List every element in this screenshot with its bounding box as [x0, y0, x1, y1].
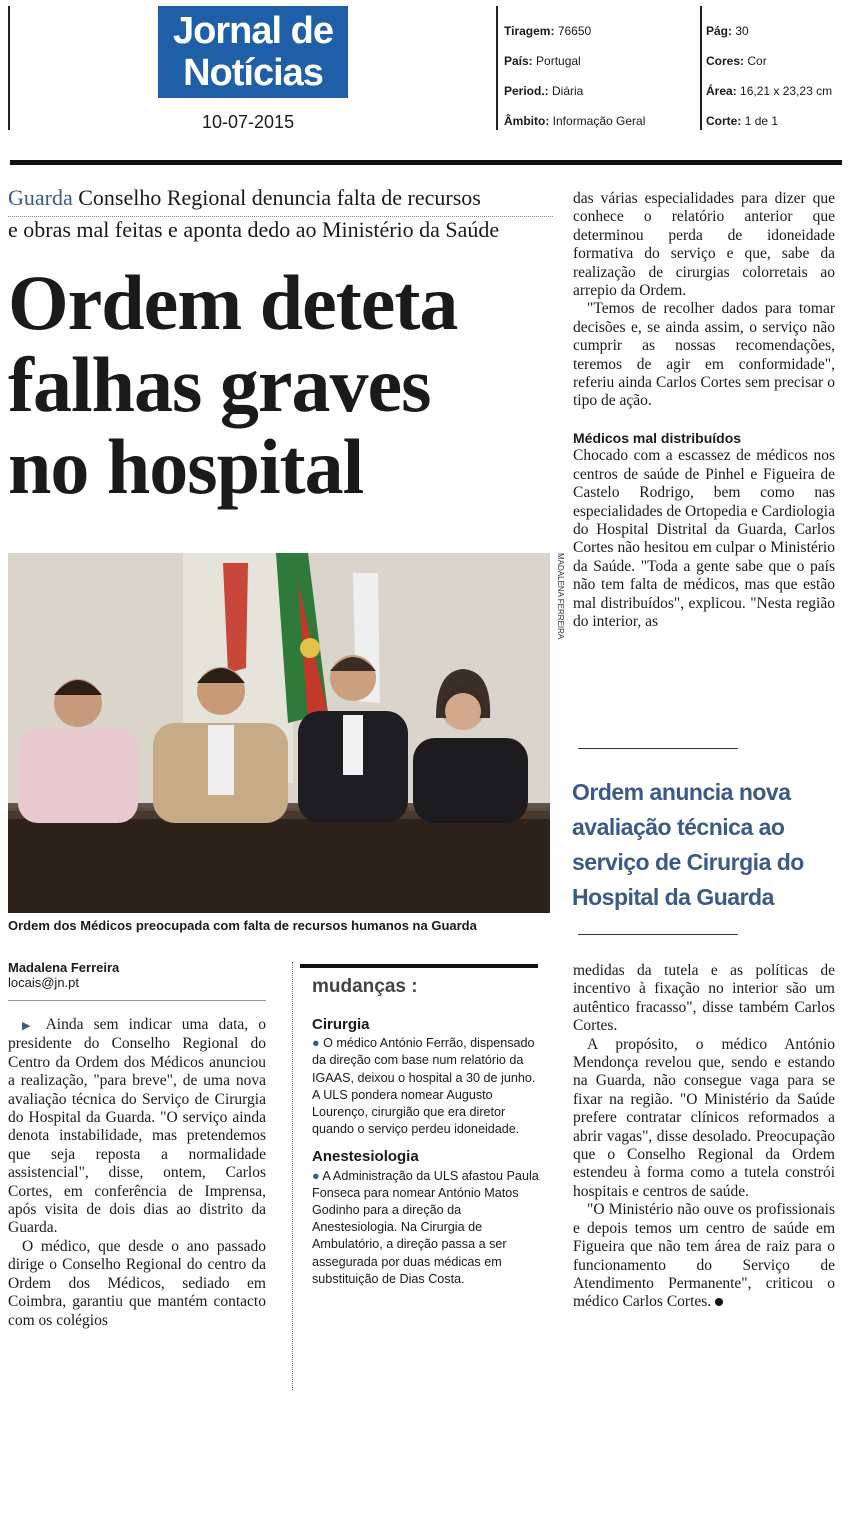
- meta-value: Diária: [552, 84, 584, 98]
- meta-label: Corte:: [706, 114, 742, 128]
- meta-value: Cor: [747, 54, 767, 68]
- headline-line: no hospital: [8, 423, 364, 510]
- meta-label: Tiragem:: [504, 24, 555, 38]
- article-paragraph: Chocado com a escassez de médicos nos centros de saúde de Pinhel e Figueira de Castelo Rodrigo, bem como nas especialidades de Ortopedia e Cardiologia do Hospital Distrital da Guarda, Carlos Cortes não hesitou em culpar o Ministério da Saúde. "Toda a gente sabe que o país não tem falta de médicos, mas que estão mal distribuídos", explicou. "Nesta região do interior, as: [573, 447, 835, 630]
- article-paragraph: O médico, que desde o ano passado dirige o Conselho Regional do centro da Ordem dos Médicos, sediado em Coimbra, garantiu que mantém contacto com os colégios: [8, 1237, 266, 1329]
- logo-line1: Jornal de: [173, 10, 333, 52]
- article-paragraph: [8, 1016, 266, 1238]
- logo-line2: Notícias: [183, 52, 323, 94]
- box-text: O médico António Ferrão, dispensado da direção com base num relatório da IGAAS, deixou o hospital a 30 de junho. A ULS pondera nomear Augusto Lourenço, cirurgião que era diretor quando o serviço perdeu idoneidade.: [312, 1036, 536, 1137]
- box-heading: Cirurgia: [312, 1016, 370, 1033]
- box-heading: Anestesiologia: [312, 1148, 419, 1166]
- meta-value: Portugal: [536, 54, 581, 68]
- triangle-bullet-icon: ▶: [22, 1020, 46, 1032]
- photo-caption: Ordem dos Médicos preocupada com falta de recursos humanos na Guarda: [8, 918, 477, 933]
- photo-illustration: [8, 553, 550, 913]
- divider: [8, 1000, 266, 1001]
- divider: [8, 6, 10, 130]
- article-paragraph: das várias especialidades para dizer que conhece o relatório anterior que determinou perda de idoneidade formativa do serviço e que, sabe da realização de cirurgias colorretais ao arrepio da Ordem.: [573, 190, 835, 300]
- headline: [8, 259, 556, 510]
- kicker: [8, 182, 556, 246]
- newspaper-logo: [158, 6, 348, 98]
- bullet-dot-icon: ●: [312, 1036, 324, 1051]
- article-column-right-top: [573, 190, 835, 631]
- kicker-line1: Conselho Regional denuncia falta de recursos: [78, 185, 481, 210]
- meta-value: 30: [735, 24, 749, 38]
- divider: [496, 6, 498, 130]
- article-column-left: [8, 1016, 266, 1330]
- author-name: Madalena Ferreira: [8, 960, 120, 975]
- article-paragraph: [573, 1201, 835, 1311]
- meta-label: País:: [504, 54, 533, 68]
- author-email[interactable]: locais@jn.pt: [8, 975, 80, 990]
- byline: [8, 960, 119, 990]
- divider: [578, 748, 738, 749]
- paragraph-text: "O Ministério não ouve os profissionais e depois temos um centro de saúde em Figueira que não tem área de raiz para o funcionamento do Serviço de Atendimento Permanente", criticou o médico Carlos Cortes.: [573, 1201, 835, 1311]
- meta-label: Âmbito:: [504, 114, 550, 128]
- clipping-meta-right: [706, 16, 832, 136]
- headline-line: Ordem deteta: [8, 259, 458, 346]
- pull-quote: Ordem anuncia nova avaliação técnica ao serviço de Cirurgia do Hospital da Guarda: [572, 779, 804, 910]
- divider: [8, 216, 553, 217]
- box-item: [312, 1035, 540, 1138]
- box-text: A Administração da ULS afastou Paula Fonseca para nomear António Matos Godinho para a direção da Anestesiologia. Na Cirurgia de Ambulatório, a direção passa a ser assegurada por duas médicas em substituição de Dias Costa.: [312, 1168, 539, 1286]
- section-subhead: Médicos mal distribuídos: [573, 429, 742, 446]
- box-top-rule: [300, 964, 538, 968]
- article-paragraph: medidas da tutela e as políticas de incentivo à fixação no interior são um autêntico fracasso", disse também Carlos Cortes.: [573, 962, 835, 1035]
- top-rule: [10, 160, 842, 165]
- article-photo: [8, 553, 550, 913]
- meta-value: Informação Geral: [552, 114, 646, 128]
- article-paragraph: "Temos de recolher dados para tomar decisões e, se ainda assim, o serviço não cumprir as nossas recomendações, teremos de agir em conformidade", referiu ainda Carlos Cortes sem precisar o tipo de ação.: [573, 300, 835, 410]
- divider: [700, 6, 702, 130]
- meta-label: Pág:: [706, 24, 733, 38]
- article-column-right-bottom: [573, 962, 835, 1312]
- box-title: mudanças :: [312, 976, 418, 997]
- paragraph-text: Ainda sem indicar uma data, o presidente do Conselho Regional do Centro da Ordem dos Médicos anunciou a realização, "para breve", de uma nova avaliação técnica do Serviço de Cirurgia do Hospital da Guarda. "O serviço ainda denota instabilidade, mas pretendemos que seja reposta a normalidade assistencial", disse, ontem, Carlos Cortes, em conferência de Imprensa, após visita de dois dias ao distrito da Guarda.: [8, 1016, 266, 1237]
- meta-label: Área:: [706, 84, 737, 98]
- article-paragraph: A propósito, o médico António Mendonça revelou que, sendo e estando na Guarda, não consegue vaga para se fixar na região. "O Ministério da Saúde prefere contratar clínicos reformados a abrir vagas", disse desolado. Preocupação que o Conselho Regional da Ordem estendeu à forma como a tutela constrói hospitais e centros de saúde.: [573, 1035, 835, 1200]
- meta-value: 16,21 x 23,23 cm: [740, 84, 833, 98]
- meta-label: Cores:: [706, 54, 745, 68]
- meta-label: Period.:: [504, 84, 549, 98]
- box-item: [312, 1168, 540, 1288]
- headline-line: falhas graves: [8, 341, 431, 428]
- divider: [578, 934, 738, 935]
- clipping-meta-left: [504, 16, 645, 136]
- meta-value: 76650: [557, 24, 592, 38]
- photo-credit: MADALENA FERREIRA: [556, 553, 565, 640]
- bullet-dot-icon: ●: [312, 1168, 323, 1183]
- end-mark-icon: [715, 1298, 723, 1306]
- meta-value: 1 de 1: [744, 114, 779, 128]
- kicker-line2: e obras mal feitas e aponta dedo ao Ministério da Saúde: [8, 217, 500, 242]
- publication-date: 10-07-2015: [202, 112, 295, 132]
- kicker-tag: Guarda: [8, 185, 73, 210]
- box-content: [312, 1016, 540, 1288]
